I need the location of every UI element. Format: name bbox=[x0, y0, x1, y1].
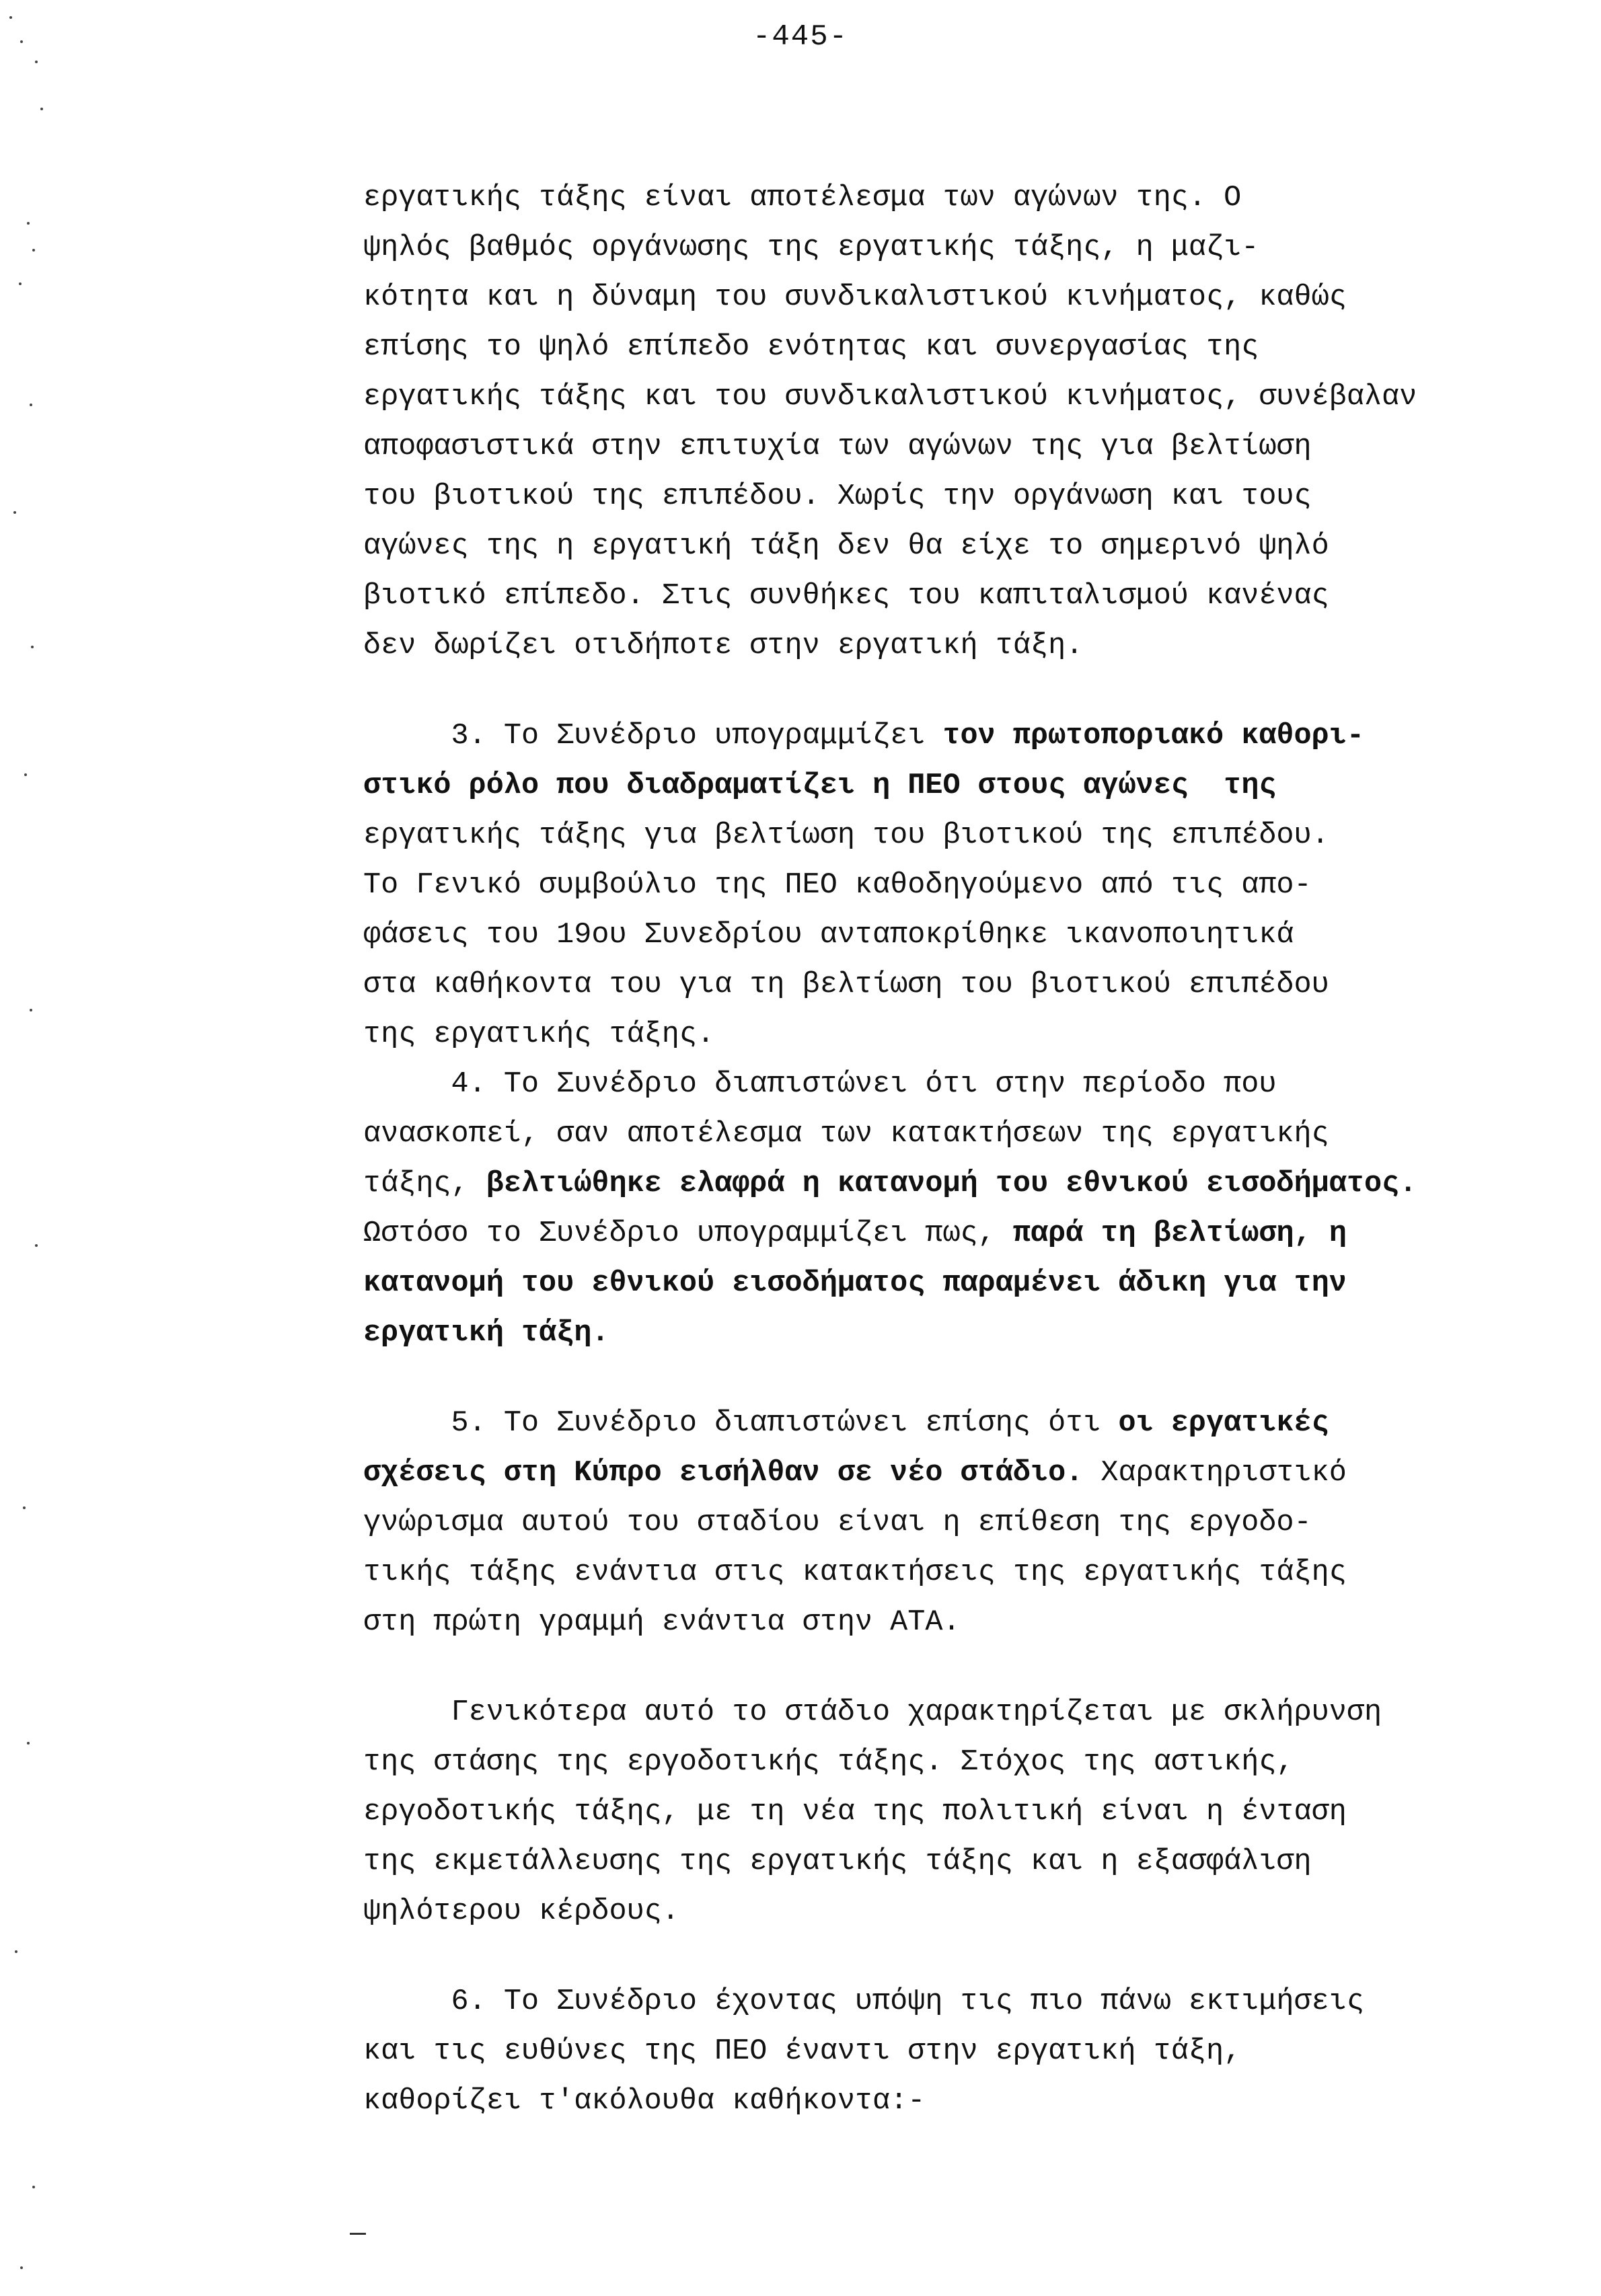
paragraph-5 bbox=[363, 1688, 1574, 1937]
text-line bbox=[363, 273, 1574, 323]
text-line bbox=[363, 223, 1574, 273]
text-segment: 4. Το Συνέδριο διαπιστώνει ότι στην περίοδο που bbox=[363, 1068, 1277, 1101]
text-segment: 3. Το Συνέδριο υπογραμμίζει bbox=[363, 720, 943, 753]
text-line bbox=[363, 861, 1574, 911]
text-line bbox=[363, 472, 1574, 522]
text-segment: βιοτικό επίπεδο. Στις συνθήκες του καπιταλισμού κανένας bbox=[363, 580, 1329, 613]
document-body bbox=[363, 174, 1574, 2127]
text-segment: ψηλότερου κέρδους. bbox=[363, 1895, 679, 1928]
text-line bbox=[363, 572, 1574, 621]
scan-speck bbox=[15, 1950, 17, 1953]
bold-text: παρά τη βελτίωση, η bbox=[1012, 1217, 1347, 1250]
text-segment: της εκμετάλλευσης της εργατικής τάξης και η εξασφάλιση bbox=[363, 1845, 1312, 1878]
scan-speck bbox=[40, 108, 43, 110]
text-segment: τικής τάξης ενάντια στις κατακτήσεις της εργατικής τάξης bbox=[363, 1556, 1347, 1589]
bold-text: σχέσεις στη Κύπρο εισήλθαν σε νέο στάδιο. bbox=[363, 1457, 1084, 1490]
text-segment: αποφασιστικά στην επιτυχία των αγώνων της για βελτίωση bbox=[363, 430, 1312, 463]
text-line bbox=[363, 712, 1574, 761]
text-line bbox=[363, 522, 1574, 572]
text-segment: φάσεις του 19ου Συνεδρίου ανταποκρίθηκε ικανοποιητικά bbox=[363, 919, 1294, 952]
text-segment: καθορίζει τ'ακόλουθα καθήκοντα:- bbox=[363, 2085, 926, 2118]
scan-speck bbox=[30, 1009, 32, 1011]
text-segment: εργατικής τάξης για βελτίωση του βιοτικού της επιπέδου. bbox=[363, 819, 1329, 852]
text-line bbox=[363, 323, 1574, 373]
scan-speck bbox=[20, 40, 23, 43]
text-segment: της εργατικής τάξης. bbox=[363, 1018, 715, 1051]
text-segment: 5. Το Συνέδριο διαπιστώνει επίσης ότι bbox=[363, 1407, 1119, 1440]
text-segment: τάξης, bbox=[363, 1168, 486, 1200]
text-segment: της στάσης της εργοδοτικής τάξης. Στόχος της αστικής, bbox=[363, 1746, 1294, 1779]
scan-speck bbox=[13, 511, 16, 514]
text-segment: Γενικότερα αυτό το στάδιο χαρακτηρίζεται με σκλήρυνση bbox=[363, 1696, 1382, 1729]
text-line bbox=[363, 1498, 1574, 1548]
paragraph-4 bbox=[363, 1399, 1574, 1648]
text-line bbox=[363, 422, 1574, 472]
text-line bbox=[363, 1010, 1574, 1060]
text-segment: του βιοτικού της επιπέδου. Χωρίς την οργάνωση και τους bbox=[363, 480, 1312, 513]
text-line bbox=[363, 761, 1574, 811]
text-line bbox=[363, 1209, 1574, 1259]
text-line bbox=[363, 1837, 1574, 1887]
text-line bbox=[363, 1788, 1574, 1837]
text-line bbox=[363, 1977, 1574, 2027]
text-line bbox=[363, 373, 1574, 422]
text-line bbox=[363, 174, 1574, 223]
text-line bbox=[363, 911, 1574, 960]
text-line bbox=[363, 2027, 1574, 2077]
bold-text: οι εργατικές bbox=[1118, 1407, 1329, 1440]
text-line bbox=[363, 2077, 1574, 2127]
text-line bbox=[363, 1688, 1574, 1738]
text-line bbox=[363, 1738, 1574, 1788]
text-segment: στη πρώτη γραμμή ενάντια στην ΑΤΑ. bbox=[363, 1606, 961, 1639]
text-segment: αγώνες της η εργατική τάξη δεν θα είχε το σημερινό ψηλό bbox=[363, 530, 1329, 563]
text-segment: Το Γενικό συμβούλιο της ΠΕΟ καθοδηγούμενο από τις απο- bbox=[363, 869, 1312, 902]
text-segment: εργοδοτικής τάξης, με τη νέα της πολιτική είναι η ένταση bbox=[363, 1796, 1347, 1829]
scan-speck bbox=[35, 61, 38, 63]
scan-speck bbox=[19, 282, 22, 285]
text-line bbox=[363, 1548, 1574, 1598]
text-segment: και τις ευθύνες της ΠΕΟ έναντι στην εργατική τάξη, bbox=[363, 2035, 1242, 2068]
bold-text: εργατική τάξη. bbox=[363, 1317, 609, 1350]
text-line bbox=[363, 1598, 1574, 1648]
scan-speck bbox=[31, 646, 34, 648]
paragraph-6 bbox=[363, 1977, 1574, 2127]
scan-speck bbox=[32, 2186, 35, 2188]
text-segment: στα καθήκοντα του για τη βελτίωση του βιοτικού επιπέδου bbox=[363, 968, 1329, 1001]
text-line bbox=[363, 1309, 1574, 1359]
text-segment: επίσης το ψηλό επίπεδο ενότητας και συνεργασίας της bbox=[363, 331, 1259, 364]
text-segment: εργατικής τάξης είναι αποτέλεσμα των αγώνων της. Ο bbox=[363, 182, 1242, 215]
text-segment: δεν δωρίζει οτιδήποτε στην εργατική τάξη. bbox=[363, 629, 1084, 662]
text-segment: Χαρακτηριστικό bbox=[1083, 1457, 1347, 1490]
text-segment: 6. Το Συνέδριο έχοντας υπόψη τις πιο πάνω εκτιμήσεις bbox=[363, 1985, 1364, 2018]
text-line bbox=[363, 1110, 1574, 1159]
paragraph-2 bbox=[363, 712, 1574, 1060]
scan-speck bbox=[24, 773, 27, 776]
text-line bbox=[363, 960, 1574, 1010]
text-line bbox=[363, 1159, 1574, 1209]
scan-speck bbox=[23, 1506, 26, 1509]
paragraph-1 bbox=[363, 174, 1574, 671]
page-number: -445- bbox=[752, 20, 849, 54]
scan-speck bbox=[27, 1742, 30, 1745]
scan-speck bbox=[27, 222, 30, 225]
bold-text: τον πρωτοποριακό καθορι- bbox=[942, 720, 1364, 753]
paragraph-3 bbox=[363, 1060, 1574, 1359]
text-line bbox=[363, 621, 1574, 671]
text-line bbox=[363, 1449, 1574, 1498]
scan-speck bbox=[32, 249, 35, 252]
scan-mark bbox=[350, 2233, 366, 2235]
text-segment: ανασκοπεί, σαν αποτέλεσμα των κατακτήσεων της εργατικής bbox=[363, 1118, 1329, 1151]
bold-text: βελτιώθηκε ελαφρά η κατανομή του εθνικού εισοδήματος. bbox=[486, 1168, 1417, 1200]
scan-speck bbox=[30, 404, 32, 406]
text-line bbox=[363, 1259, 1574, 1309]
text-line bbox=[363, 811, 1574, 861]
text-segment: Ωστόσο το Συνέδριο υπογραμμίζει πως, bbox=[363, 1217, 1013, 1250]
text-line bbox=[363, 1399, 1574, 1449]
text-segment: γνώρισμα αυτού του σταδίου είναι η επίθεση της εργοδο- bbox=[363, 1506, 1312, 1539]
text-segment: ψηλός βαθμός οργάνωσης της εργατικής τάξης, η μαζι- bbox=[363, 231, 1259, 264]
scan-speck bbox=[9, 16, 12, 19]
text-line bbox=[363, 1060, 1574, 1110]
text-segment: κότητα και η δύναμη του συνδικαλιστικού κινήματος, καθώς bbox=[363, 281, 1347, 314]
scan-speck bbox=[20, 2266, 23, 2269]
text-segment: εργατικής τάξης και του συνδικαλιστικού κινήματος, συνέβαλαν bbox=[363, 381, 1417, 414]
text-line bbox=[363, 1887, 1574, 1937]
scan-speck bbox=[35, 1244, 38, 1247]
bold-text: στικό ρόλο που διαδραματίζει η ΠΕΟ στους αγώνες της bbox=[363, 769, 1277, 802]
bold-text: κατανομή του εθνικού εισοδήματος παραμένει άδικη για την bbox=[363, 1267, 1347, 1300]
